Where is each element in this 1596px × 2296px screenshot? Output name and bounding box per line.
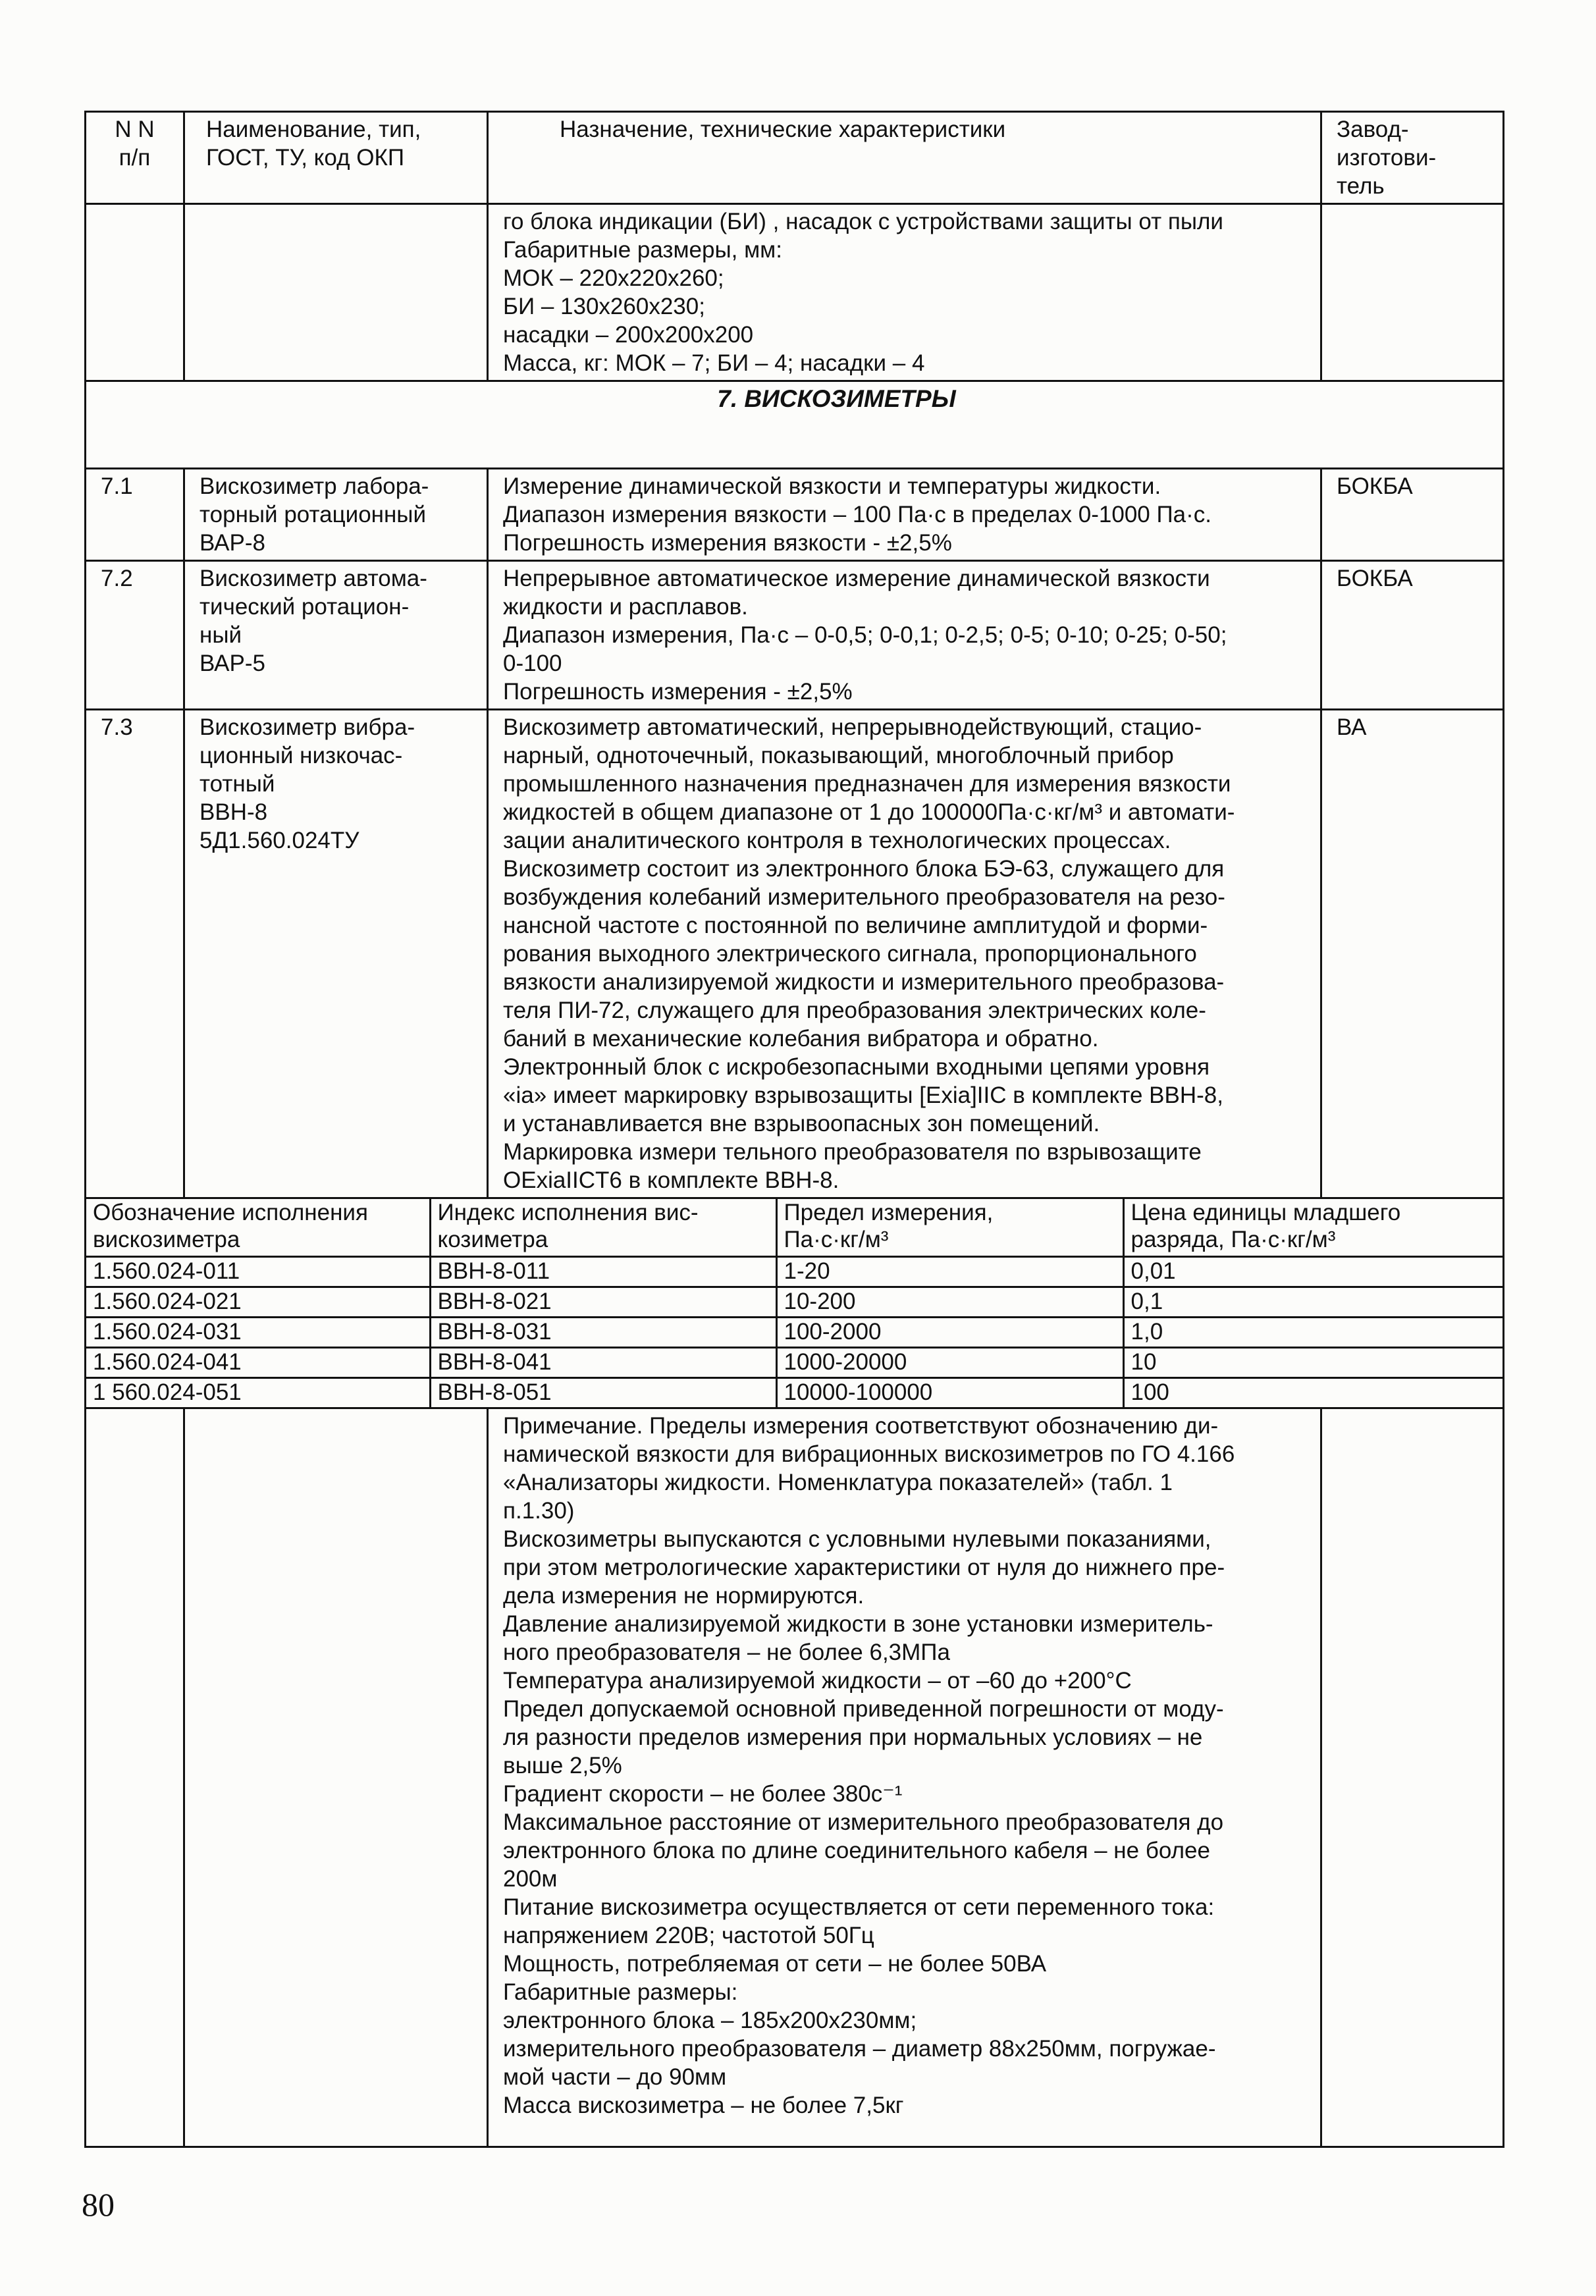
notes-row (86, 1408, 1504, 2147)
item-name: Вискозиметр автома- тический ротацион- ный ВАР-5 (184, 561, 488, 710)
continuation-text: го блока индикации (БИ) , насадок с устройствами защиты от пыли Габаритные размеры, мм: МОК – 220х220х260; БИ – 130х260х230; насадки – 200х200х200 Масса, кг: МОК – 7; БИ – 4; насадки – 4 (488, 204, 1321, 381)
header-row (86, 112, 1504, 204)
item-row (86, 710, 1504, 1198)
header-description: Назначение, технические характеристики (488, 112, 1321, 204)
item-name: Вискозиметр вибра- ционный низкочас- тотный ВВН-8 5Д1.560.024ТУ (184, 710, 488, 1198)
variants-cell (86, 1198, 1504, 1408)
catalog-table (84, 111, 1504, 2148)
header-number: N N п/п (86, 112, 184, 204)
continuation-row (86, 204, 1504, 381)
item-row (86, 469, 1504, 561)
item-description: Непрерывное автоматическое измерение динамической вязкости жидкости и расплавов. Диапазон измерения, Па·с – 0-0,5; 0-0,1; 0-2,5; 0-5; 0-10; 0-25; 0-50; 0-100 Погрешность измерения - ±2,5% (488, 561, 1321, 710)
item-description: Вискозиметр автоматический, непрерывнодействующий, стацио- нарный, одноточечный, показывающий, многоблочный прибор промышленного назначения предназначен для измерения вязкости жидкостей в общем диапазоне от 1 до 100000Па·с·кг/м³ и автомати- зации аналитического контроля в технологических процессах. Вискозиметр состоит из электронного блока БЭ-63, служащего для возбуждения колебаний измерительного преобразователя на резо- нансной частоте с постоянной по величине амплитудой и форми- рования выходного электрического сигнала, пропорционального вязкости анализируемой жидкости и измерительного преобразова- теля ПИ-72, служащего для преобразования электрических коле- баний в механические колебания вибратора и обратно. Электронный блок с искробезопасными входными цепями уровня «ia» имеет маркировку взрывозащиты [Exia]IIC в комплекте ВВН-8, и устанавливается вне взрывоопасных зон помещений. Маркировка измери тельного преобразователя по взрывозащите OExiaIICT6 в комплекте ВВН-8. (488, 710, 1321, 1198)
variants-header-index: Индекс исполнения вис- козиметра (430, 1199, 776, 1257)
section-title: 7. ВИСКОЗИМЕТРЫ (86, 381, 1504, 469)
item-manufacturer: ВА (1321, 710, 1504, 1198)
page-number: 80 (82, 2186, 115, 2223)
variants-header-designation: Обозначение исполнения вискозиметра (86, 1199, 430, 1257)
item-number: 7.3 (86, 710, 184, 1198)
table-row: 1.560.024-031 ВВН-8-031 100-2000 1,0 (86, 1318, 1504, 1348)
table-row: 1.560.024-021 ВВН-8-021 10-200 0,1 (86, 1287, 1504, 1318)
item-number: 7.1 (86, 469, 184, 561)
item-description: Измерение динамической вязкости и температуры жидкости. Диапазон измерения вязкости – 100 Па·с в пределах 0-1000 Па·с. Погрешность измерения вязкости - ±2,5% (488, 469, 1321, 561)
header-manufacturer: Завод- изготови- тель (1321, 112, 1504, 204)
table-row: 1.560.024-011 ВВН-8-011 1-20 0,01 (86, 1257, 1504, 1287)
item-manufacturer: БОКБА (1321, 469, 1504, 561)
variants-header-range: Предел измерения, Па·с·кг/м³ (776, 1199, 1123, 1257)
variants-table (86, 1199, 1504, 1407)
variants-row (86, 1198, 1504, 1408)
notes-text: Примечание. Пределы измерения соответствуют обозначению ди- намической вязкости для вибрационных вискозиметров по ГО 4.166 «Анализаторы жидкости. Номенклатура показателей» (табл. 1 п.1.30) Вискозиметры выпускаются с условными нулевыми показаниями, при этом метрологические характеристики от нуля до нижнего пре- дела измерения не нормируются. Давление анализируемой жидкости в зоне установки измеритель- ного преобразователя – не более 6,3МПа Температура анализируемой жидкости – от –60 до +200°С Предел допускаемой основной приведенной погрешности от моду- ля разности пределов измерения при нормальных условиях – не выше 2,5% Градиент скорости – не более 380с⁻¹ Максимальное расстояние от измерительного преобразователя до электронного блока по длине соединительного кабеля – не более 200м Питание вискозиметра осуществляется от сети переменного тока: напряжением 220В; частотой 50Гц Мощность, потребляемая от сети – не более 50ВА Габаритные размеры: электронного блока – 185х200х230мм; измерительного преобразователя – диаметр 88х250мм, погружае- мой части – до 90мм Масса вискозиметра – не более 7,5кг (488, 1408, 1321, 2147)
item-manufacturer: БОКБА (1321, 561, 1504, 710)
header-name: Наименование, тип, ГОСТ, ТУ, код ОКП (184, 112, 488, 204)
variants-header (86, 1199, 1504, 1257)
item-name: Вискозиметр лабора- торный ротационный ВАР-8 (184, 469, 488, 561)
item-number: 7.2 (86, 561, 184, 710)
variants-header-resolution: Цена единицы младшего разряда, Па·с·кг/м³ (1123, 1199, 1504, 1257)
table-row: 1.560.024-041 ВВН-8-041 1000-20000 10 (86, 1348, 1504, 1378)
section-row (86, 381, 1504, 469)
item-row (86, 561, 1504, 710)
table-row: 1 560.024-051 ВВН-8-051 10000-100000 100 (86, 1378, 1504, 1408)
